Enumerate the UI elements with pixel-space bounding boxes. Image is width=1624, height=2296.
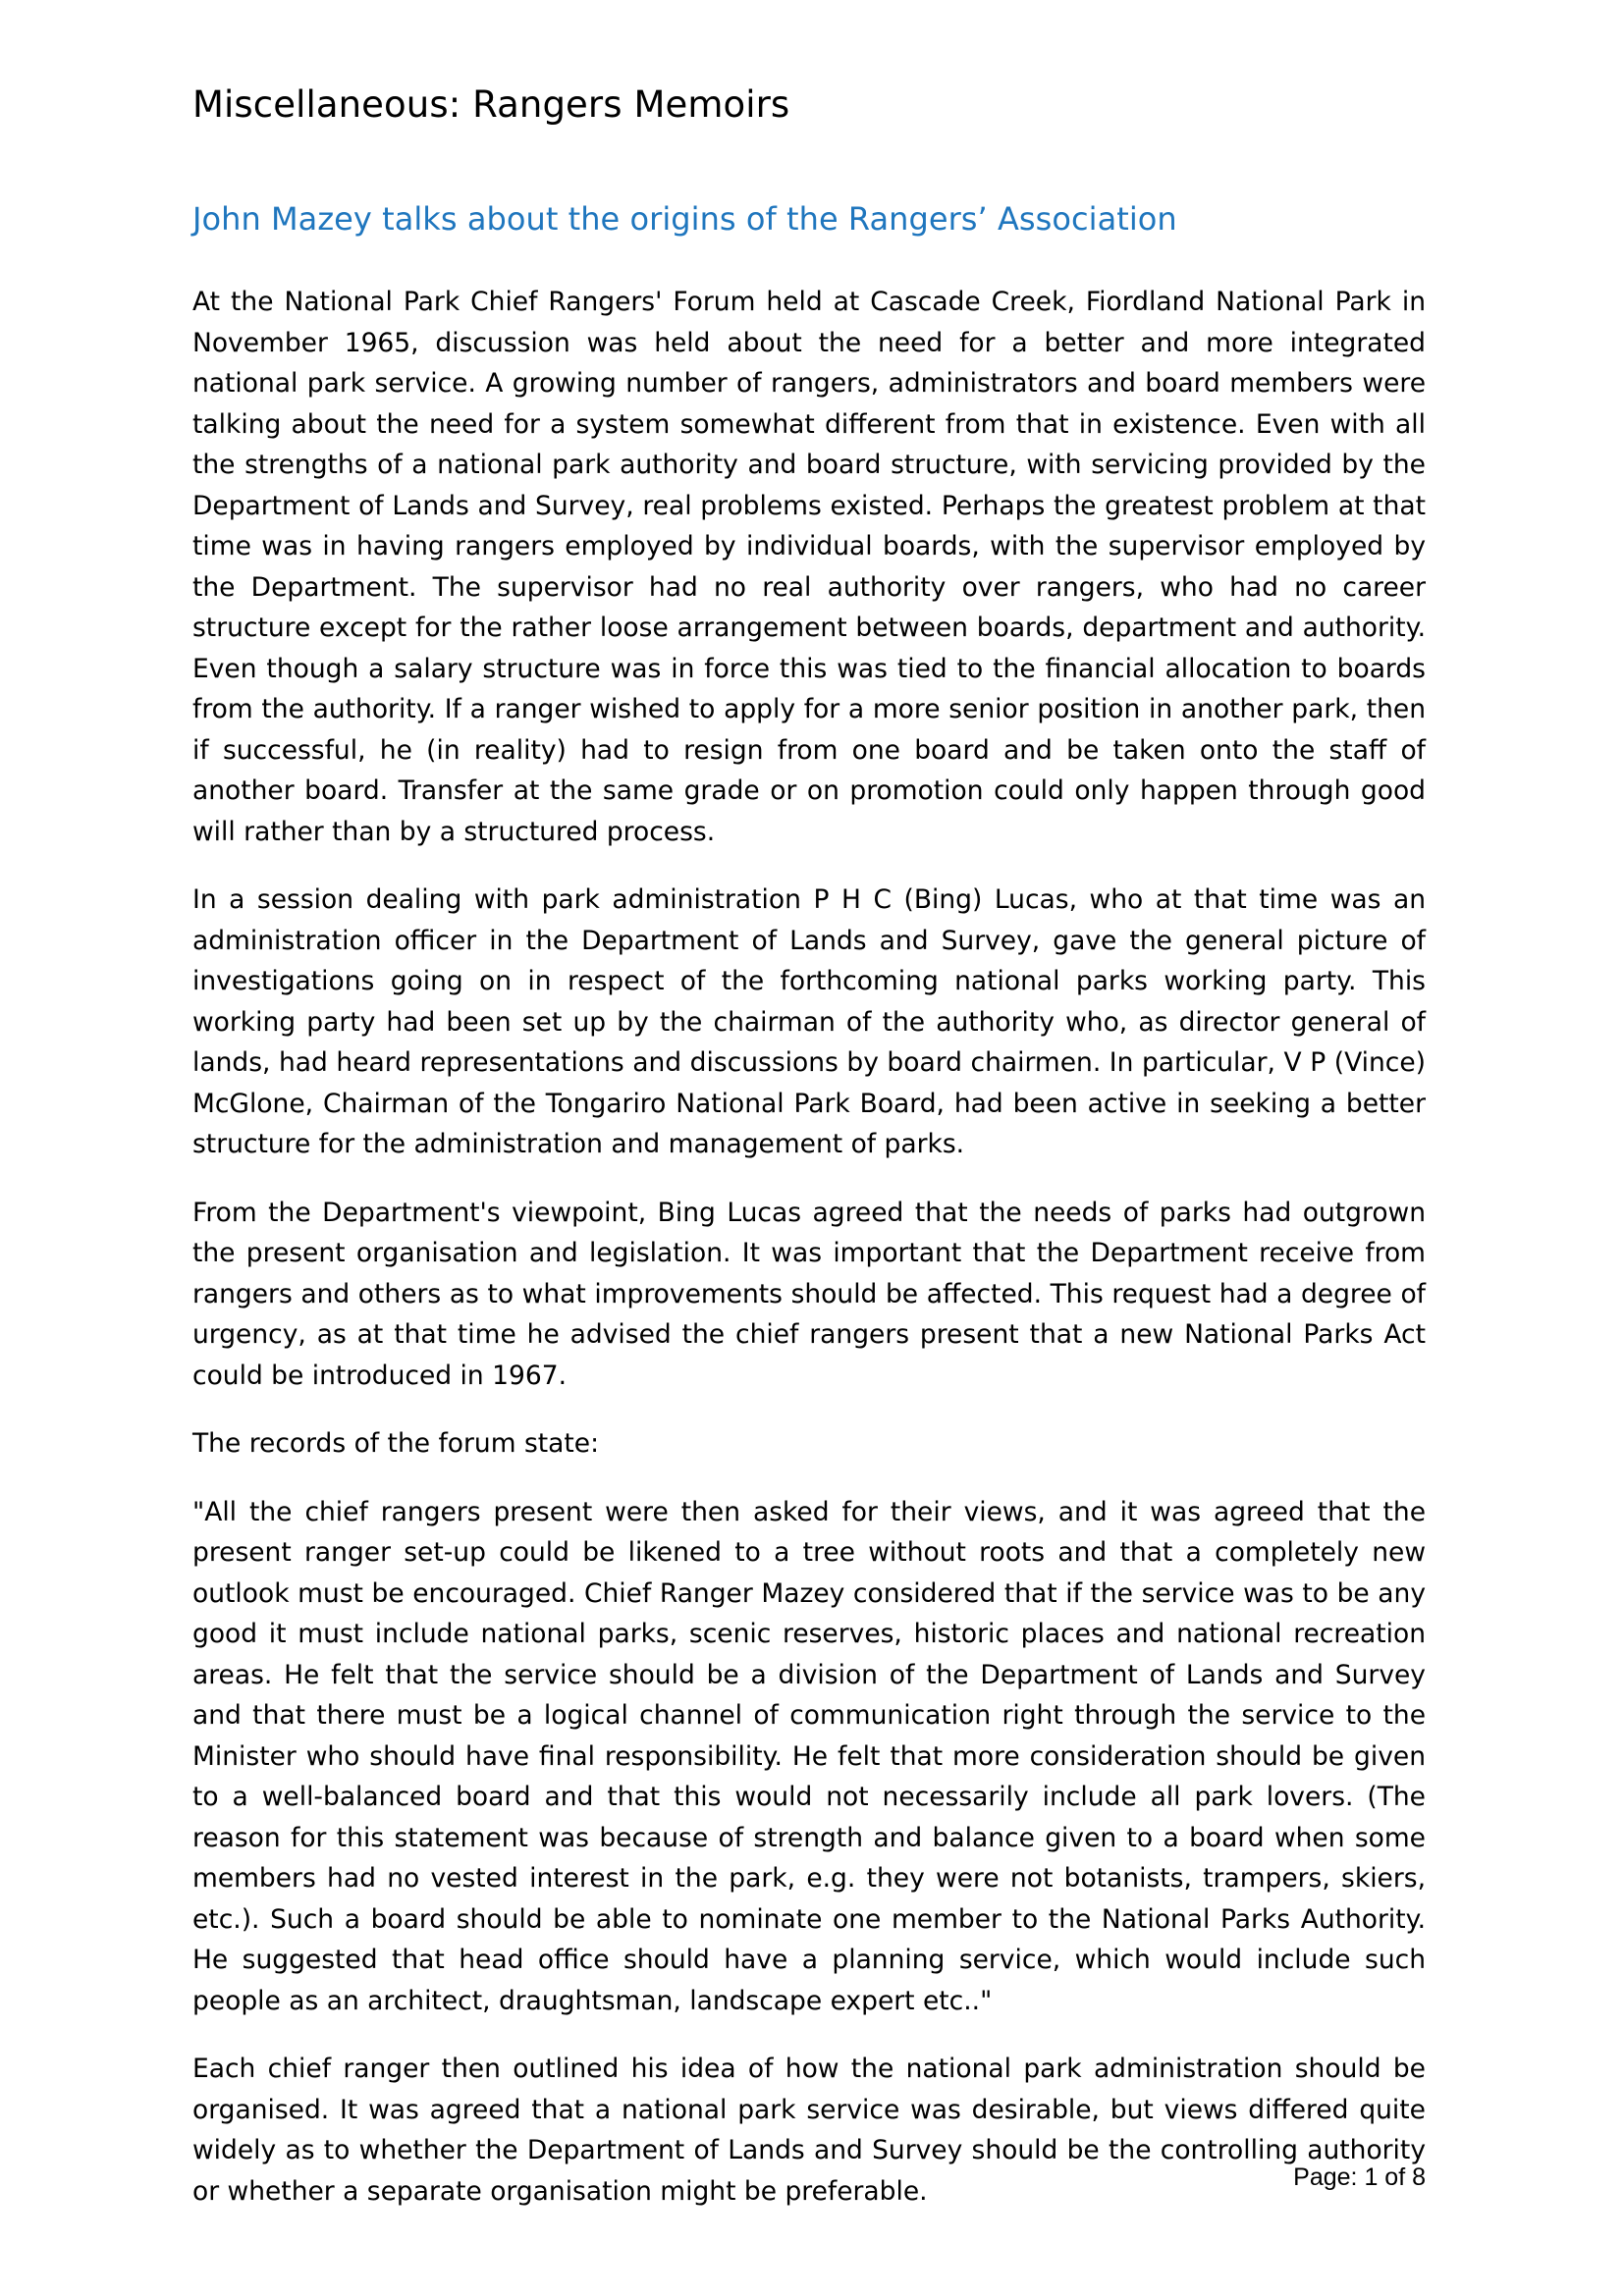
- document-content: [192, 0, 1426, 2212]
- paragraph-forum-records-intro: The records of the forum state:: [192, 1428, 599, 1460]
- body-text: [192, 239, 1426, 2212]
- page-title: Miscellaneous: Rangers Memoirs: [192, 83, 790, 126]
- section-heading: John Mazey talks about the origins of the Rangers’ Association: [192, 200, 1177, 239]
- paragraph: At the National Park Chief Rangers' Forum held at Cascade Creek, Fiordland National Park in November 1965, discussion was held about the need for a better and more integrated national park service. A growing number of rangers, administrators and board members were talking about the need for a system somewhat different from that in existence. Even with all the strengths of a national park authority and board structure, with servicing provided by the Department of Lands and Survey, real problems existed. Perhaps the greatest problem at that time was in having rangers employed by individual boards, with the supervisor employed by the Department. The supervisor had no real authority over rangers, who had no career structure except for the rather loose arrangement between boards, department and authority. Even though a salary structure was in force this was tied to the financial allocation to boards from the authority. If a ranger wished to apply for a more senior position in another park, then if successful, he (in reality) had to resign from one board and be taken onto the staff of another board. Transfer at the same grade or on promotion could only happen through good will rather than by a structured process.: [192, 287, 1426, 847]
- page-number-label: Page: 1 of 8: [1293, 2163, 1426, 2191]
- paragraph-quoted-forum-record: "All the chief rangers present were then asked for their views, and it was agreed that the present ranger set-up could be likened to a tree without roots and that a completely new outlook must be encouraged. Chief Ranger Mazey considered that if the service was to be any good it must include national parks, scenic reserves, historic places and national recreation areas. He felt that the service should be a division of the Department of Lands and Survey and that there must be a logical channel of communication right through the service to the Minister who should have final responsibility. He felt that more consideration should be given to a well-balanced board and that this would not necessarily include all park lovers. (The reason for this statement was because of strength and balance given to a board when some members had no vested interest in the park, e.g. they were not botanists, trampers, skiers, etc.). Such a board should be able to nominate one member to the National Parks Authority. He suggested that head office should have a planning service, which would include such people as an architect, draughtsman, landscape expert etc..": [192, 1496, 1426, 2016]
- paragraph: Each chief ranger then outlined his idea of how the national park administration should be organised. It was agreed that a national park service was desirable, but views differed quite widely as to whether the Department of Lands and Survey should be the controlling authority or whether a separate organisation might be preferable.: [192, 2054, 1426, 2207]
- paragraph: In a session dealing with park administration P H C (Bing) Lucas, who at that time was an administration officer in the Department of Lands and Survey, gave the general picture of investigations going on in respect of the forthcoming national parks working party. This working party had been set up by the chairman of the authority who, as director general of lands, had heard representations and discussions by board chairmen. In particular, V P (Vince) McGlone, Chairman of the Tongariro National Park Board, had been active in seeking a better structure for the administration and management of parks.: [192, 884, 1426, 1160]
- page-footer: [192, 2163, 1426, 2192]
- paragraph: From the Department's viewpoint, Bing Lucas agreed that the needs of parks had outgrown the present organisation and legislation. It was important that the Department receive from rangers and others as to what improvements should be affected. This request had a degree of urgency, as at that time he advised the chief rangers present that a new National Parks Act could be introduced in 1967.: [192, 1197, 1426, 1391]
